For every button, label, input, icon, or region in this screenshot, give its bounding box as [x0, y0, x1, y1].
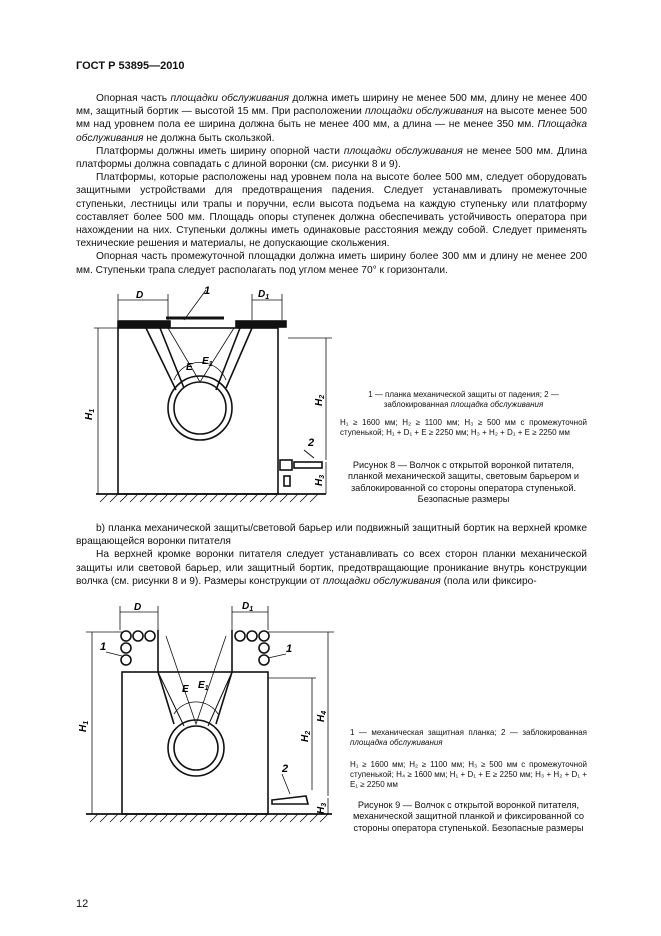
- label-E1: $E_1$: [198, 680, 209, 692]
- label-E1: $E_1$: [202, 356, 213, 368]
- label-2: 2: [282, 763, 289, 775]
- step-platform: [272, 796, 308, 804]
- roller: [145, 631, 155, 641]
- label-H1: $H_1$: [78, 720, 90, 732]
- figure-8-legend: 1 — планка механической защиты от падения; 2 —заблокированная площадка обслуживания: [368, 390, 559, 409]
- label-H2: $H_2$: [300, 730, 312, 742]
- auger-circle-inner: [174, 382, 226, 434]
- paragraph: Платформы, которые расположены над уровнем пола на высоте более 500 мм, следует оборудовать защитными устройствами для предотвращения падения. Следует устанавливать промежуточные ступеньки, лестницы или трапы и поручни, если высота подъема на каждую ступеньку или платформу составляет более 500 мм. Площадь опоры ступенек должна обеспечивать устойчивость оператора при нахождении на них. Ступеньки должны иметь одинаковые расстояния между собой. Следует применять технические решения и материалы, не допускающие скольжения.: [76, 172, 587, 250]
- paragraph: На верхней кромке воронки питателя следует устанавливать со всех сторон планки механической защиты или световой барьер, или защитный бортик, предотвращающие проникание внутрь конструкции волчка (см. рисунки 8 и 9). Размеры конструкции от площадки обслуживания (пола или фиксиро-: [76, 549, 587, 587]
- leader-1a: [106, 652, 122, 656]
- roller: [121, 631, 131, 641]
- paragraph: Опорная часть площадки обслуживания должна иметь ширину не менее 500 мм, длину не менее 400 мм, защитный бортик — высотой 15 мм. При расположении площадки обслуживания на высоте менее 500 мм над уровнем пола ее ширина должна быть не менее 400 мм, а длина — не менее 350 мм. Площадка обслуживания не должна быть скользкой.: [76, 93, 587, 144]
- label-D: D: [136, 290, 144, 301]
- document-header: ГОСТ Р 53895—2010: [76, 60, 185, 72]
- figure-9-title: Рисунок 9 — Волчок с открытой воронкой питателя, механической защитной планкой и фиксированной со стороны оператора ступенькой. Безопасные размеры: [352, 800, 585, 833]
- label-H3: $H_3$: [316, 802, 328, 814]
- label-1-left: 1: [100, 641, 107, 653]
- machine-body: [118, 328, 278, 494]
- label-1: 1: [204, 285, 211, 297]
- ground-hatching: [90, 814, 328, 822]
- paragraph: b) планка механической защиты/световой барьер или подвижный защитный бортик на верхней кромке вращающейся воронки питателя: [76, 523, 587, 548]
- label-1-right: 1: [286, 643, 293, 655]
- figure-9-formulas: H₁ ≥ 1600 мм; H₂ ≥ 1100 мм; H₃ ≥ 500 мм с промежуточной ступенькой; H₄ ≥ 1600 мм; H₁ + D₁ + E ≥ 2250 мм; H₃ + H₂ + D₁ + E₁ ≥ 2250 мм: [350, 760, 587, 789]
- step-platform: [294, 462, 322, 468]
- auger-circle-inner: [174, 726, 218, 770]
- label-D1: $D_1$: [258, 289, 270, 301]
- roller: [121, 655, 131, 665]
- figure-9-drawing: [76, 596, 346, 840]
- funnel-left-wall: [146, 328, 184, 390]
- label-D: D: [134, 602, 142, 613]
- leader-1b: [268, 654, 286, 658]
- angle-arc: [174, 702, 218, 714]
- figure-9-legend: 1 — механическая защитная планка; 2 — заблокированная площадка обслуживания: [350, 728, 587, 747]
- auger-circle-outer: [168, 720, 224, 776]
- leader-1: [184, 290, 206, 320]
- label-H3: $H_3$: [314, 474, 326, 486]
- leader-2: [304, 450, 314, 458]
- right-top-plate: [236, 321, 286, 327]
- label-E: E: [186, 362, 193, 373]
- angle-arc: [174, 362, 226, 380]
- light-barrier-lines: [166, 636, 226, 724]
- auger-circle-outer: [168, 376, 232, 440]
- figure-8-drawing: [76, 280, 336, 512]
- paragraph: Платформы должны иметь ширину опорной части площадки обслуживания не менее 500 мм. Длина платформы должна совпадать с длиной воронки (см. рисунки 8 и 9).: [76, 145, 587, 171]
- ground-hatching: [100, 494, 318, 502]
- left-top-plate: [118, 321, 170, 327]
- funnel-right-wall: [216, 328, 252, 390]
- roller: [133, 631, 143, 641]
- label-H1: $H_1$: [84, 408, 96, 420]
- label-H2: $H_2$: [314, 394, 326, 406]
- figure-8-formulas: H₁ ≥ 1600 мм; H₂ ≥ 1100 мм; H₃ ≥ 500 мм с промежуточной ступенькой; H₁ + D₁ + E ≥ 2250 мм; H₃ + H₂ + D₁ + E ≥ 2250 мм: [340, 418, 587, 437]
- funnel-left-inner: [158, 672, 184, 726]
- roller: [121, 643, 131, 653]
- roller: [259, 631, 269, 641]
- roller: [259, 655, 269, 665]
- roller: [259, 643, 269, 653]
- label-H4: $H_4$: [316, 710, 328, 722]
- machine-body: [122, 672, 268, 814]
- label-E: E: [182, 684, 189, 695]
- step-block: [280, 460, 292, 470]
- figure-8-title: Рисунок 8 — Волчок с открытой воронкой питателя, планкой механической защиты, световым барьером и заблокированной со стороны оператора ступенькой. Безопасные размеры: [348, 460, 579, 505]
- funnel-right-inner: [208, 672, 232, 726]
- text-block-2: [76, 522, 587, 588]
- label-2: 2: [308, 437, 315, 449]
- roller: [235, 631, 245, 641]
- leader-2: [282, 774, 290, 794]
- roller: [247, 631, 257, 641]
- text-block-1: [76, 92, 587, 277]
- step-support: [284, 476, 290, 486]
- paragraph: Опорная часть промежуточной площадки должна иметь ширину более 300 мм и длину не менее 200 мм. Ступеньки трапа следует располагать под углом менее 70° к горизонтали.: [76, 251, 587, 276]
- page-number: 12: [76, 898, 89, 910]
- label-D1: $D_1$: [242, 601, 254, 613]
